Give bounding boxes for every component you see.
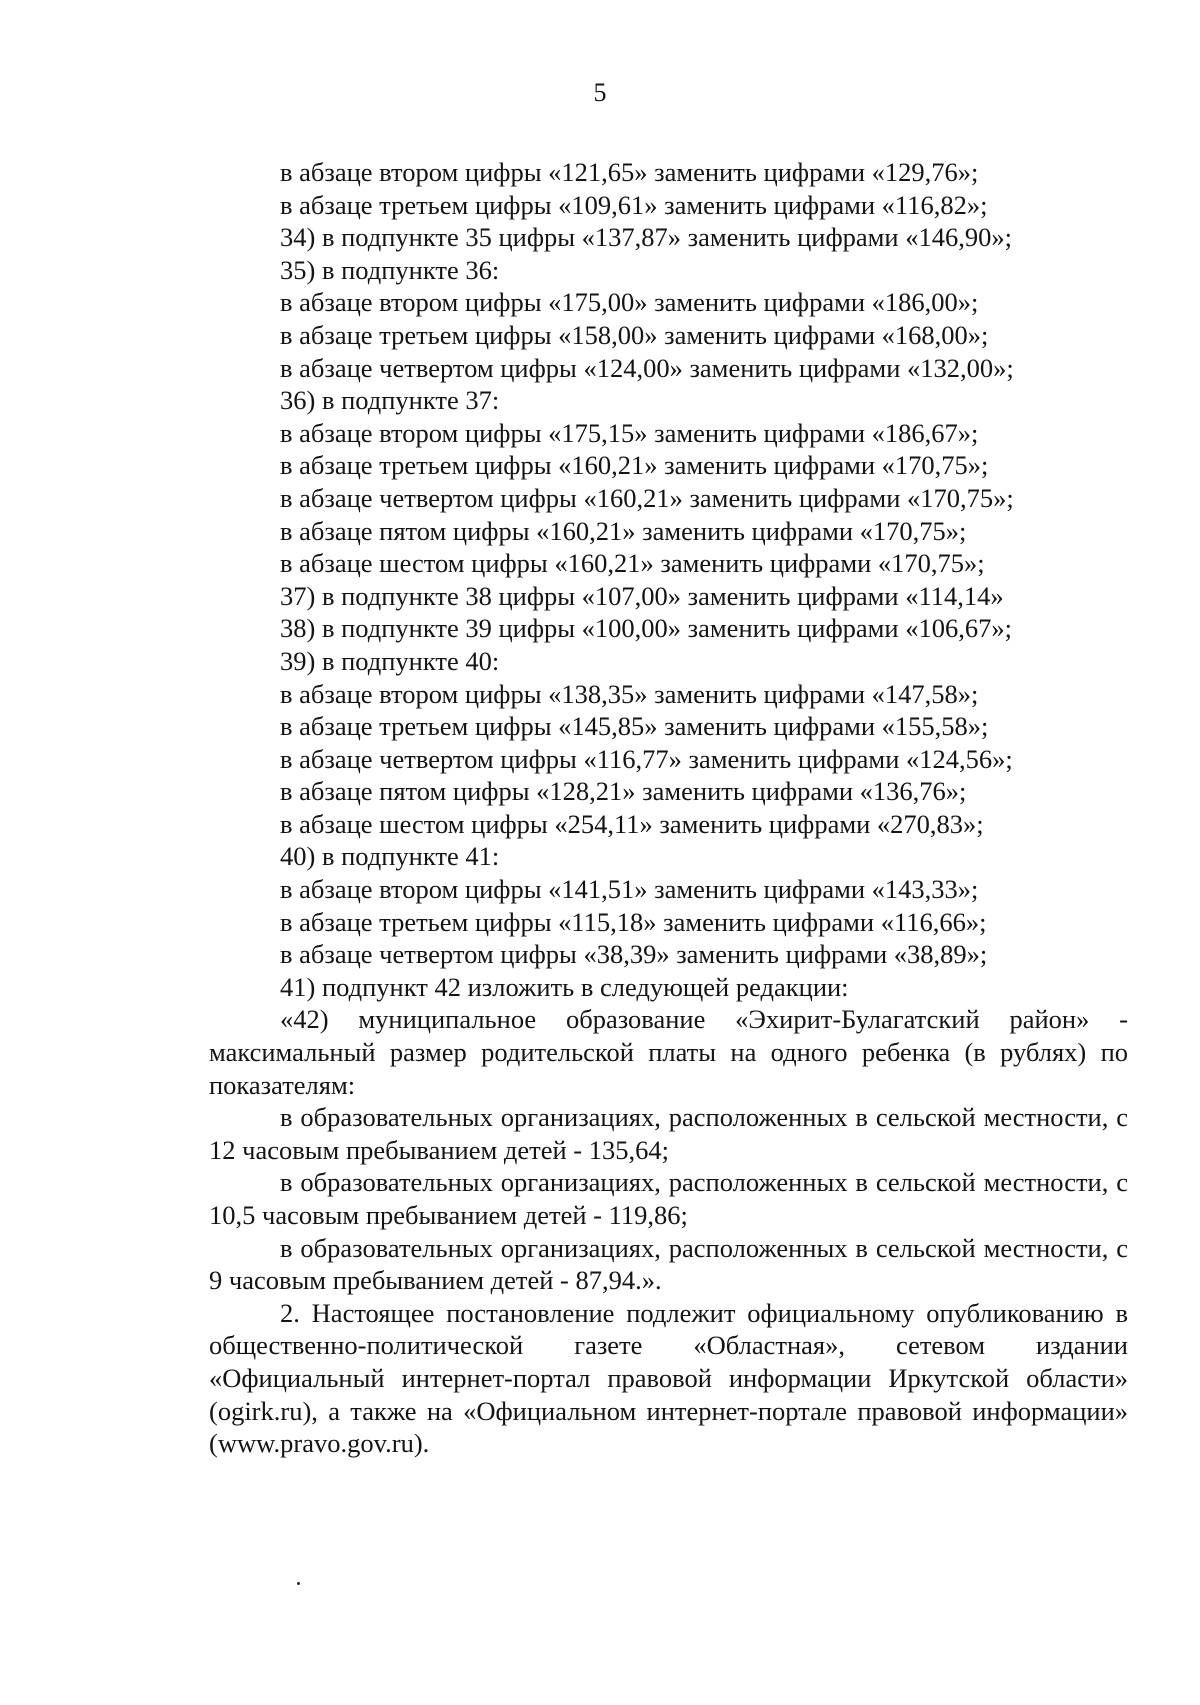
text-line: в абзаце третьем цифры «115,18» заменить цифрами «116,66»; xyxy=(280,906,987,937)
text-line: в абзаце третьем цифры «160,21» заменить цифрами «170,75»; xyxy=(280,450,989,481)
text-line: в абзаце втором цифры «175,00» заменить цифрами «186,00»; xyxy=(280,287,979,318)
text-line: 35) в подпункте 36: xyxy=(280,254,500,285)
paragraph-rate-12h: в образовательных организациях, расположенных в сельской местности, с 12 часовым пребыванием детей - 135,64; xyxy=(209,1102,1128,1165)
paragraph-subitem-42: «42) муниципальное образование «Эхирит-Булагатский район» - максимальный размер родительской платы на одного ребенка (в рублях) по показателям: xyxy=(209,1004,1128,1100)
text-line: в абзаце шестом цифры «254,11» заменить цифрами «270,83»; xyxy=(280,808,984,839)
text-line: в абзаце четвертом цифры «116,77» заменить цифрами «124,56»; xyxy=(280,743,1013,774)
text-line: в абзаце втором цифры «121,65» заменить цифрами «129,76»; xyxy=(280,157,979,187)
text-line: 40) в подпункте 41: xyxy=(280,841,500,872)
text-line: в абзаце третьем цифры «158,00» заменить цифрами «168,00»; xyxy=(280,319,989,350)
paragraph-rate-10-5h: в образовательных организациях, расположенных в сельской местности, с 10,5 часовым пребыванием детей - 119,86; xyxy=(209,1167,1128,1230)
paragraph-rate-9h: в образовательных организациях, расположенных в сельской местности, с 9 часовым пребыванием детей - 87,94.». xyxy=(209,1232,1128,1296)
text-line: в абзаце четвертом цифры «124,00» заменить цифрами «132,00»; xyxy=(280,352,1014,383)
text-line: 38) в подпункте 39 цифры «100,00» заменить цифрами «106,67»; xyxy=(280,613,1012,644)
text-line: 41) подпункт 42 изложить в следующей редакции: xyxy=(280,971,849,1002)
text-line: в абзаце четвертом цифры «38,39» заменить цифрами «38,89»; xyxy=(280,939,988,970)
document-body xyxy=(209,156,1128,1460)
text-line: 37) в подпункте 38 цифры «107,00» заменить цифрами «114,14» xyxy=(280,580,1004,611)
text-line: в абзаце шестом цифры «160,21» заменить цифрами «170,75»; xyxy=(280,548,985,579)
text-line: 39) в подпункте 40: xyxy=(280,645,500,676)
text-line: 36) в подпункте 37: xyxy=(280,385,500,416)
paragraph-publication: 2. Настоящее постановление подлежит официальному опубликованию в общественно-политической газете «Областная», сетевом издании «Официальный интернет-портал правовой информации Иркутской области» (ogirk.ru), а также на «Официальном интернет-портале правовой информации» (www.pravo.gov.ru). xyxy=(209,1297,1128,1459)
text-line: в абзаце втором цифры «175,15» заменить цифрами «186,67»; xyxy=(280,417,979,448)
page-number: 5 xyxy=(593,78,607,107)
text-line: в абзаце втором цифры «141,51» заменить цифрами «143,33»; xyxy=(280,874,979,905)
text-line: в абзаце третьем цифры «109,61» заменить цифрами «116,82»; xyxy=(280,189,988,220)
text-line: 34) в подпункте 35 цифры «137,87» заменить цифрами «146,90»; xyxy=(280,222,1012,253)
text-line: в абзаце пятом цифры «128,21» заменить цифрами «136,76»; xyxy=(280,776,967,807)
text-line: в абзаце пятом цифры «160,21» заменить цифрами «170,75»; xyxy=(280,515,967,546)
text-line: в абзаце третьем цифры «145,85» заменить цифрами «155,58»; xyxy=(280,711,989,742)
scan-speck xyxy=(297,1582,300,1585)
text-line: в абзаце втором цифры «138,35» заменить цифрами «147,58»; xyxy=(280,678,979,709)
text-line: в абзаце четвертом цифры «160,21» заменить цифрами «170,75»; xyxy=(280,482,1014,513)
